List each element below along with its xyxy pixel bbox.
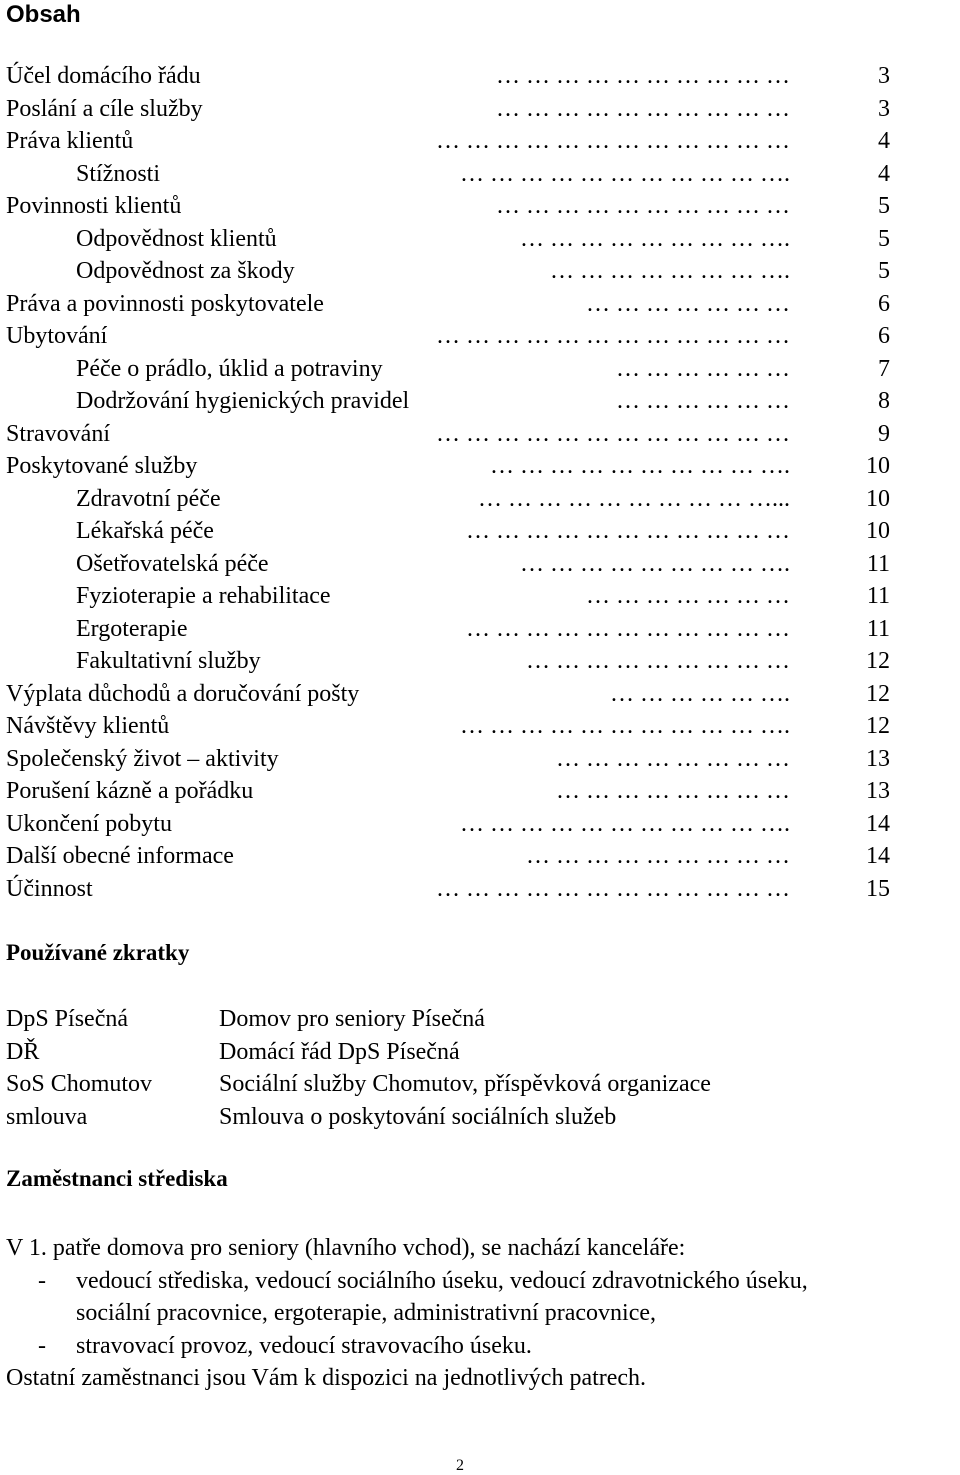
abbreviation-value: Domov pro seniory Písečná — [219, 1006, 485, 1032]
toc-entry-page: 7 — [878, 355, 890, 382]
abbreviation-row — [6, 1101, 906, 1134]
toc-entry-leader: … … … … … … … … … …... — [478, 485, 790, 512]
toc-entry-page: 5 — [878, 258, 890, 284]
toc-entry-title: Poslání a cíle služby — [6, 95, 203, 122]
toc-entry — [6, 775, 890, 808]
staff-bullet-1 — [6, 1265, 960, 1298]
toc-entry-title: Fyzioterapie a rehabilitace — [76, 583, 331, 609]
toc-entry-leader: … … … … … … … … …. — [520, 225, 790, 252]
toc-entry-title: Dodržování hygienických pravidel — [76, 388, 410, 414]
toc-entry — [6, 288, 890, 321]
toc-entry-page: 9 — [878, 420, 890, 447]
toc-entry — [6, 385, 890, 418]
toc-entry-leader: … … … … … … … … …. — [520, 550, 790, 577]
toc-entry-title: Ukončení pobytu — [6, 810, 172, 837]
toc-entry-title: Ošetřovatelská péče — [76, 550, 269, 577]
toc-entry-leader: … … … … … … … … … … — [496, 95, 790, 122]
toc-entry-page: 10 — [866, 485, 890, 512]
toc-entry-title: Zdravotní péče — [76, 485, 221, 512]
abbreviation-value: Sociální služby Chomutov, příspěvková organizace — [219, 1071, 711, 1097]
toc-entry-title: Návštěvy klientů — [6, 713, 170, 739]
toc-entry-title: Porušení kázně a pořádku — [6, 778, 254, 804]
toc-entry-title: Stravování — [6, 420, 110, 447]
toc-entry-leader: … … … … … … … … … … — [496, 193, 790, 219]
toc-entry — [6, 223, 890, 256]
toc-entry-page: 14 — [866, 810, 890, 837]
toc-entry-page: 8 — [878, 388, 890, 414]
abbreviation-row — [6, 1068, 906, 1101]
toc-entry-page: 13 — [866, 778, 890, 804]
page-title: Obsah — [6, 1, 81, 28]
toc-entry-leader: … … … … … … … … … …. — [490, 453, 790, 479]
toc-entry-leader: … … … … … … … … … … — [496, 63, 790, 89]
toc-entry-title: Společenský život – aktivity — [6, 745, 279, 772]
abbreviation-key: DŘ — [6, 1038, 40, 1065]
staff-bullet-1-continued — [6, 1297, 960, 1330]
toc-entry-title: Lékařská péče — [76, 518, 214, 544]
toc-entry — [6, 645, 890, 678]
abbreviation-value: Smlouva o poskytování sociálních služeb — [219, 1103, 617, 1130]
staff-bullet-2 — [6, 1330, 960, 1363]
toc-entry — [6, 613, 890, 646]
page-number: 2 — [456, 1457, 464, 1474]
toc-entry-leader: … … … … … … … … … … … — [466, 518, 790, 544]
toc-entry-title: Povinnosti klientů — [6, 193, 182, 219]
toc-entry-title: Ubytování — [6, 323, 108, 349]
toc-entry-page: 12 — [866, 680, 890, 707]
toc-entry — [6, 353, 890, 386]
toc-entry-title: Ergoterapie — [76, 615, 188, 642]
toc-entry-leader: … … … … … … … … … … … … — [436, 420, 790, 447]
bullet-text: stravovací provoz, vedoucí stravovacího úseku. — [76, 1332, 532, 1359]
abbreviation-key: SoS Chomutov — [6, 1071, 153, 1097]
toc-entry — [6, 255, 890, 288]
toc-entry-leader: … … … … … … … — [586, 583, 790, 609]
abbreviation-key: smlouva — [6, 1103, 88, 1130]
toc-entry-leader: … … … … … … … … … … … … — [436, 323, 790, 349]
toc-entry — [6, 710, 890, 743]
staff-outro: Ostatní zaměstnanci jsou Vám k dispozici na jednotlivých patrech. — [6, 1365, 647, 1391]
abbreviation-value: Domácí řád DpS Písečná — [219, 1038, 460, 1065]
toc-entry-title: Účinnost — [6, 875, 93, 902]
toc-entry-leader: … … … … … … … … … … … — [466, 615, 790, 642]
toc-entry-leader: … … … … … …. — [610, 680, 790, 707]
bullet-marker: - — [38, 1332, 46, 1359]
staff-section — [6, 1232, 960, 1395]
toc-entry-title: Další obecné informace — [6, 843, 234, 869]
abbreviation-row — [6, 1003, 906, 1036]
bullet-text-continued: sociální pracovnice, ergoterapie, administrativní pracovnice, — [76, 1300, 656, 1326]
toc-entry-page: 4 — [878, 128, 890, 154]
toc-entry — [6, 125, 890, 158]
toc-entry — [6, 678, 890, 711]
toc-entry-page: 10 — [866, 518, 890, 544]
toc-entry — [6, 483, 890, 516]
toc-entry-title: Výplata důchodů a doručování pošty — [6, 680, 360, 707]
bullet-marker: - — [38, 1267, 46, 1294]
toc-entry — [6, 808, 890, 841]
toc-entry-page: 11 — [866, 550, 890, 577]
toc-entry-leader: … … … … … … … … … … …. — [460, 810, 790, 837]
toc-entry-leader: … … … … … … … … … … …. — [460, 160, 790, 187]
toc-entry-page: 12 — [866, 713, 890, 739]
toc-entry-page: 10 — [866, 453, 890, 479]
toc-entry-leader: … … … … … … … — [586, 290, 790, 317]
toc-entry-title: Fakultativní služby — [76, 648, 261, 674]
staff-intro: V 1. patře domova pro seniory (hlavního vchod), se nachází kanceláře: — [6, 1235, 686, 1261]
toc-entry-page: 6 — [878, 290, 890, 317]
toc-entry — [6, 418, 890, 451]
toc-entry-title: Práva klientů — [6, 128, 134, 154]
toc-entry-title: Odpovědnost za škody — [76, 258, 295, 284]
toc-entry — [6, 190, 890, 223]
toc-entry-title: Poskytované služby — [6, 453, 198, 479]
toc-entry — [6, 580, 890, 613]
toc-entry-page: 12 — [866, 648, 890, 674]
toc-entry — [6, 743, 890, 776]
toc-entry-page: 15 — [866, 875, 890, 902]
toc-entry-title: Stížnosti — [76, 160, 161, 187]
abbreviations-list — [6, 1003, 906, 1133]
table-of-contents — [6, 60, 890, 905]
toc-entry-leader: … … … … … … … … … — [526, 843, 790, 869]
toc-entry — [6, 93, 890, 126]
toc-entry-leader: … … … … … … … … — [556, 745, 790, 772]
toc-entry-page: 5 — [878, 225, 890, 252]
toc-entry-leader: … … … … … … — [616, 388, 790, 414]
toc-entry — [6, 450, 890, 483]
toc-entry-leader: … … … … … … … … — [556, 778, 790, 804]
toc-entry-page: 14 — [866, 843, 890, 869]
staff-heading: Zaměstnanci střediska — [6, 1166, 228, 1191]
toc-entry-leader: … … … … … … … … … … … … — [436, 875, 790, 902]
toc-entry-leader: … … … … … … … … … … …. — [460, 713, 790, 739]
toc-entry-leader: … … … … … … … …. — [550, 258, 790, 284]
toc-entry-leader: … … … … … … … … … — [526, 648, 790, 674]
toc-entry-leader: … … … … … … … … … … … … — [436, 128, 790, 154]
toc-entry-page: 3 — [878, 95, 890, 122]
toc-entry — [6, 60, 890, 93]
toc-entry-title: Odpovědnost klientů — [76, 225, 277, 252]
abbreviation-key: DpS Písečná — [6, 1006, 128, 1032]
toc-entry-page: 13 — [866, 745, 890, 772]
abbreviation-row — [6, 1036, 906, 1069]
toc-entry — [6, 873, 890, 906]
toc-entry-title: Práva a povinnosti poskytovatele — [6, 290, 324, 317]
toc-entry — [6, 548, 890, 581]
toc-entry — [6, 158, 890, 191]
toc-entry-page: 3 — [878, 63, 890, 89]
toc-entry-leader: … … … … … … — [616, 355, 790, 382]
abbreviations-heading: Používané zkratky — [6, 940, 190, 965]
toc-entry — [6, 515, 890, 548]
toc-entry-title: Účel domácího řádu — [6, 63, 201, 89]
toc-entry — [6, 840, 890, 873]
toc-entry-page: 6 — [878, 323, 890, 349]
toc-entry-page: 11 — [866, 583, 890, 609]
toc-entry-page: 11 — [866, 615, 890, 642]
toc-entry-page: 5 — [878, 193, 890, 219]
bullet-text: vedoucí střediska, vedoucí sociálního úseku, vedoucí zdravotnického úseku, — [76, 1267, 808, 1294]
toc-entry-page: 4 — [878, 160, 890, 187]
toc-entry-title: Péče o prádlo, úklid a potraviny — [76, 355, 383, 382]
toc-entry — [6, 320, 890, 353]
